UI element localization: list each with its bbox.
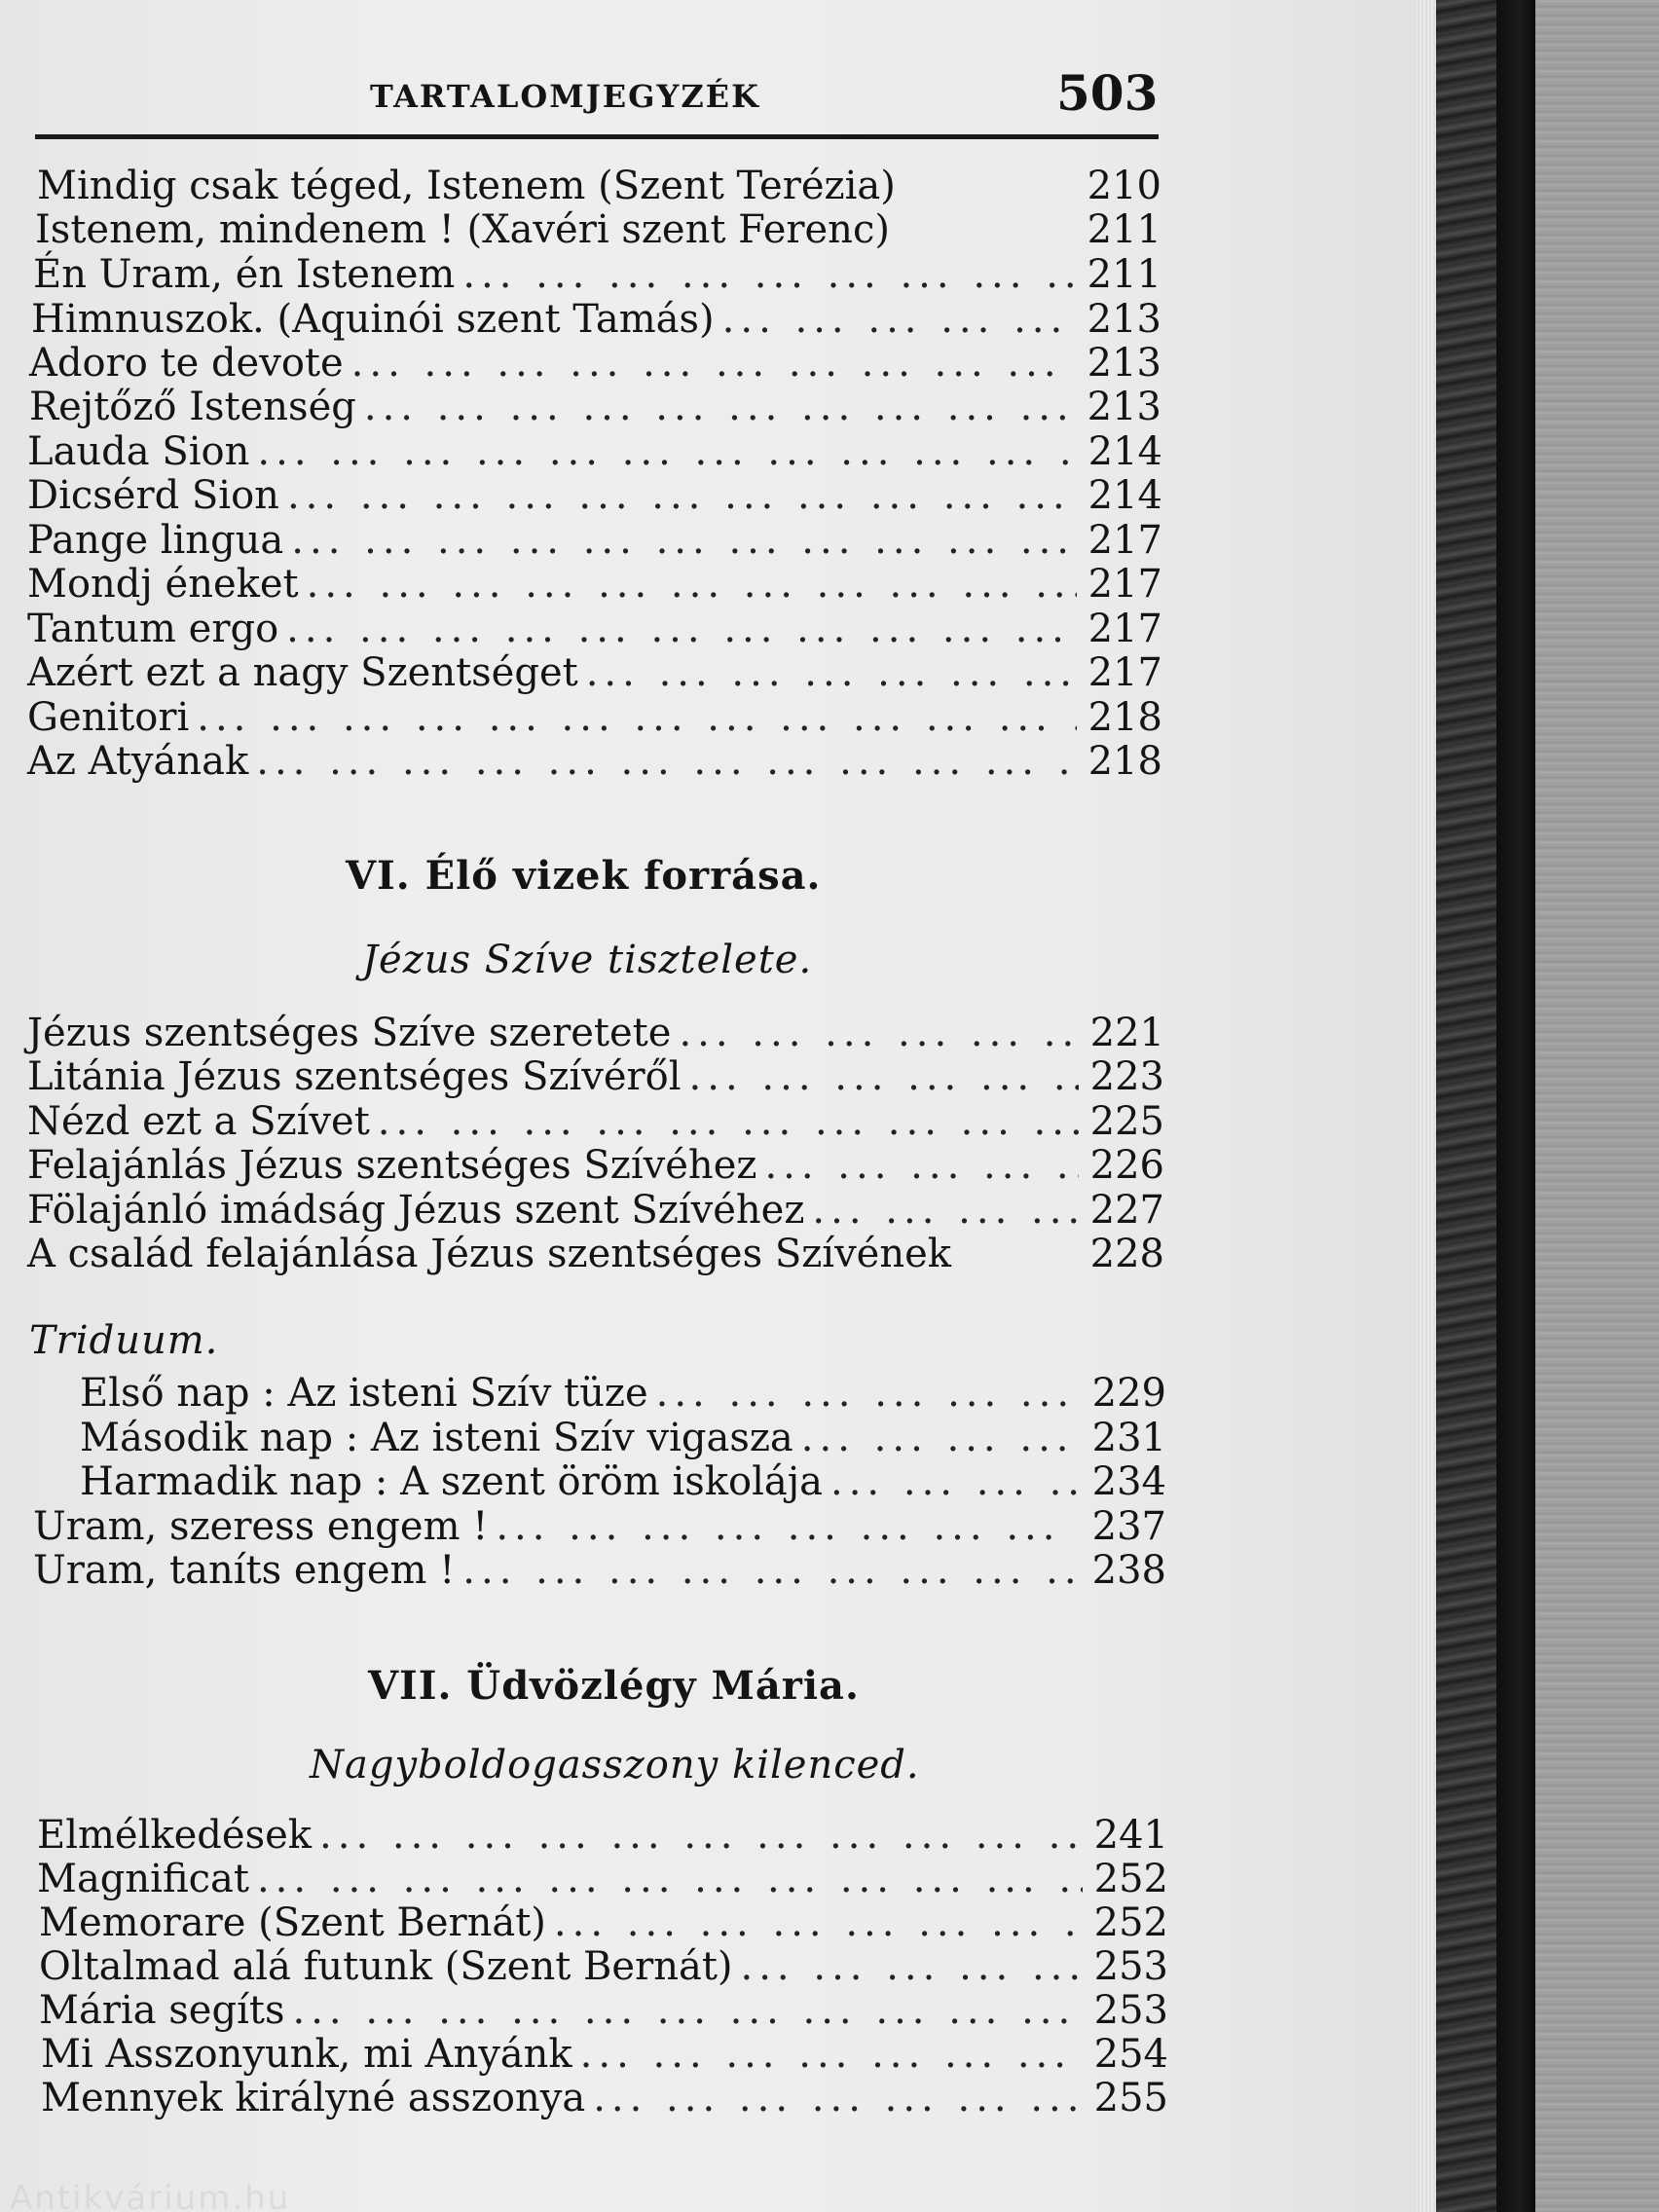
book-spine	[1496, 0, 1535, 2212]
toc-entry-page: 226	[1089, 1143, 1164, 1188]
dot-leader	[256, 739, 1077, 784]
toc-entry-title: Tantum ergo	[27, 607, 279, 651]
header-rule	[35, 134, 1159, 139]
toc-entry-title: Elmélkedések	[37, 1813, 313, 1858]
toc-entry	[41, 2076, 1168, 2120]
toc-entry-page: 210	[1087, 164, 1161, 208]
toc-entry-page: 253	[1093, 1944, 1168, 1989]
toc-entry-title: Adoro te devote	[29, 341, 344, 386]
toc-entry-page: 218	[1088, 695, 1162, 740]
dot-leader	[351, 341, 1076, 386]
toc-entry-page: 213	[1087, 297, 1161, 342]
toc-entry	[80, 1416, 1166, 1460]
toc-entry	[33, 1548, 1166, 1593]
toc-entry	[39, 1900, 1168, 1945]
dot-leader	[812, 1188, 1079, 1233]
toc-entry	[27, 739, 1162, 784]
book-cover-edge	[1436, 0, 1496, 2212]
toc-entry-title: Azért ezt a nagy Szentséget	[27, 650, 578, 695]
dot-leader	[307, 562, 1077, 607]
dot-leader	[679, 1011, 1079, 1055]
toc-entry-title: Lauda Sion	[27, 429, 250, 474]
toc-entry-page: 253	[1093, 1988, 1168, 2033]
toc-entry-page: 217	[1088, 650, 1162, 695]
toc-entry	[39, 1988, 1168, 2033]
toc-entry	[37, 1857, 1168, 1901]
toc-entry-page: 217	[1088, 562, 1162, 607]
dot-leader	[741, 1944, 1084, 1989]
toc-entry	[27, 562, 1162, 607]
toc-entry-page: 238	[1091, 1548, 1166, 1593]
section-heading-vi: VI. Élő vizek forrása.	[346, 853, 822, 899]
dot-leader	[801, 1416, 1081, 1460]
toc-entry-page: 252	[1093, 1857, 1168, 1901]
toc-entry	[27, 695, 1162, 740]
toc-entry-title: A család felajánlása Jézus szentséges Szívének	[27, 1232, 952, 1276]
toc-entry-title: Nézd ezt a Szívet	[27, 1099, 370, 1144]
toc-entry-title: Első nap : Az isteni Szív tüze	[80, 1371, 648, 1416]
dot-leader	[286, 607, 1077, 651]
dot-leader	[554, 1900, 1083, 1945]
toc-entry	[33, 252, 1161, 297]
toc-entry	[37, 1813, 1168, 1858]
dot-leader	[197, 695, 1077, 740]
toc-entry-title: Jézus szentséges Szíve szeretete	[27, 1011, 672, 1055]
toc-entry	[37, 164, 1161, 208]
toc-entry-title: Genitori	[27, 695, 190, 740]
toc-entry-title: Istenem, mindenem ! (Xavéri szent Ferenc)	[35, 207, 890, 252]
dot-leader	[689, 1054, 1079, 1099]
dot-leader	[830, 1459, 1081, 1504]
toc-entry-page: 225	[1089, 1099, 1164, 1144]
toc-entry-title: Uram, taníts engem !	[33, 1548, 456, 1593]
toc-entry-page: 237	[1091, 1504, 1166, 1549]
book-board	[1535, 0, 1659, 2212]
dot-leader	[586, 650, 1077, 695]
dot-leader	[580, 2032, 1083, 2077]
toc-entry-page: 217	[1088, 518, 1162, 563]
toc-entry	[29, 385, 1161, 429]
toc-entry	[27, 607, 1162, 651]
toc-entry-title: Mindig csak téged, Istenem (Szent Terézia)	[37, 164, 896, 208]
toc-entry-title: Oltalmad alá futunk (Szent Bernát)	[39, 1944, 733, 1989]
toc-entry-page: 252	[1093, 1900, 1168, 1945]
toc-entry-title: Rejtőző Istenség	[29, 385, 356, 429]
toc-entry-title: Mennyek királyné asszonya	[41, 2076, 586, 2120]
toc-entry-page: 211	[1087, 207, 1161, 252]
toc-entry	[27, 1099, 1164, 1144]
toc-entry	[31, 297, 1161, 342]
dot-leader	[496, 1504, 1081, 1549]
toc-entry	[27, 518, 1162, 563]
toc-entry-page: 228	[1089, 1232, 1164, 1276]
toc-entry-title: Pange lingua	[27, 518, 284, 563]
toc-entry-page: 214	[1088, 473, 1162, 518]
dot-leader	[378, 1099, 1079, 1144]
dot-leader	[291, 518, 1077, 563]
toc-entry	[29, 341, 1161, 386]
toc-entry-title: Memorare (Szent Bernát)	[39, 1900, 546, 1945]
dot-leader	[593, 2076, 1083, 2120]
toc-entry-page: 217	[1088, 607, 1162, 651]
dot-leader	[722, 297, 1076, 342]
dot-leader	[764, 1143, 1079, 1188]
toc-entry-title: Felajánlás Jézus szentséges Szívéhez	[27, 1143, 757, 1188]
dot-leader	[462, 252, 1076, 297]
toc-entry-page: 213	[1087, 385, 1161, 429]
dot-leader	[257, 429, 1077, 474]
toc-entry-title: Himnuszok. (Aquinói szent Tamás)	[31, 297, 715, 342]
toc-entry-title: Magnificat	[37, 1857, 249, 1901]
toc-entry-page: 218	[1088, 739, 1162, 784]
toc-entry-title: Harmadik nap : A szent öröm iskolája	[80, 1459, 823, 1504]
toc-entry	[27, 1011, 1164, 1055]
toc-entry-title: Dicsérd Sion	[27, 473, 279, 518]
toc-entry-title: Az Atyának	[27, 739, 249, 784]
toc-entry	[80, 1459, 1166, 1504]
toc-entry	[27, 473, 1162, 518]
toc-entry-title: Én Uram, én Istenem	[33, 252, 456, 297]
toc-entry	[27, 1232, 1164, 1276]
toc-entry	[27, 650, 1162, 695]
toc-entry-page: 214	[1088, 429, 1162, 474]
toc-entry	[27, 1054, 1164, 1099]
toc-entry-page: 211	[1087, 252, 1161, 297]
dot-leader	[656, 1371, 1081, 1416]
toc-entry	[27, 429, 1162, 474]
toc-entry	[33, 1504, 1166, 1549]
toc-entry-page: 241	[1093, 1813, 1168, 1858]
dot-leader	[462, 1548, 1081, 1593]
toc-entry-title: Fölajánló imádság Jézus szent Szívéhez	[27, 1188, 805, 1233]
toc-entry-title: Második nap : Az isteni Szív vigasza	[80, 1416, 793, 1460]
dot-leader	[287, 473, 1077, 518]
toc-entry-page: 227	[1089, 1188, 1164, 1233]
toc-entry	[27, 1143, 1164, 1188]
running-head: TARTALOMJEGYZÉK	[370, 78, 760, 115]
triduum-label: Triduum.	[29, 1318, 219, 1363]
dot-leader	[364, 385, 1076, 429]
toc-entry-title: Mi Asszonyunk, mi Anyánk	[41, 2032, 572, 2077]
toc-entry-page: 221	[1089, 1011, 1164, 1055]
dot-leader	[292, 1988, 1083, 2033]
toc-entry	[27, 1188, 1164, 1233]
toc-entry-page: 213	[1087, 341, 1161, 386]
watermark: Antikvárium.hu	[10, 2179, 291, 2212]
section-heading-vii: VII. Üdvözlégy Mária.	[368, 1663, 860, 1709]
toc-entry-page: 231	[1091, 1416, 1166, 1460]
toc-entry-page: 223	[1089, 1054, 1164, 1099]
subheading-jezus-szive: Jézus Szíve tisztelete.	[362, 938, 813, 982]
toc-entry	[39, 1944, 1168, 1989]
toc-entry-page: 229	[1091, 1371, 1166, 1416]
toc-entry-title: Mária segíts	[39, 1988, 285, 2033]
dot-leader	[319, 1813, 1083, 1858]
dot-leader	[257, 1857, 1083, 1901]
toc-entry	[41, 2032, 1168, 2077]
toc-entry-title: Mondj éneket	[27, 562, 299, 607]
page-number: 503	[1056, 64, 1159, 122]
toc-entry-page: 234	[1091, 1459, 1166, 1504]
subheading-nagyboldogasszony: Nagyboldogasszony kilenced.	[310, 1743, 920, 1788]
toc-entry	[35, 207, 1161, 252]
toc-entry-title: Litánia Jézus szentséges Szívéről	[27, 1054, 682, 1099]
page-block-edge	[1417, 0, 1436, 2212]
toc-entry	[80, 1371, 1166, 1416]
toc-entry-page: 255	[1093, 2076, 1168, 2120]
toc-entry-title: Uram, szeress engem !	[33, 1504, 489, 1549]
toc-entry-page: 254	[1093, 2032, 1168, 2077]
